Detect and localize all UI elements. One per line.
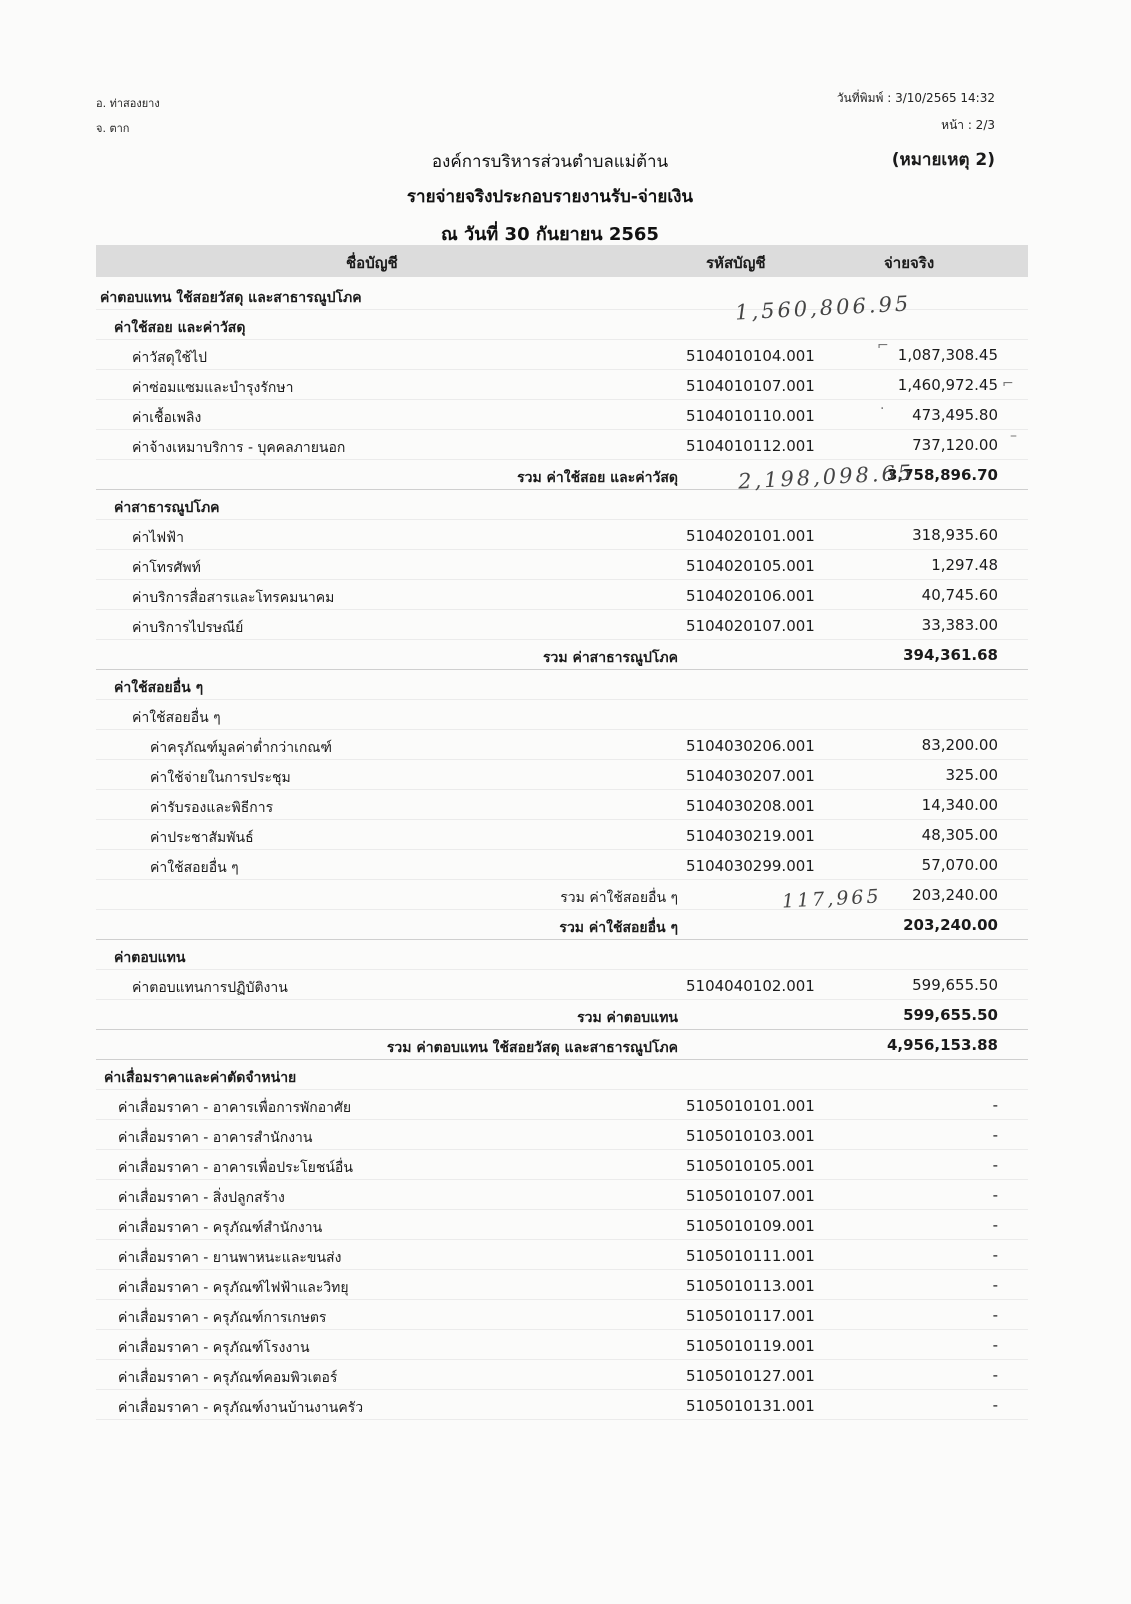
table-row: ค่าใช้สอยอื่น ๆ 5104030299.001 57,070.00: [96, 850, 1028, 880]
tick-mark-icon: –: [1010, 428, 1017, 444]
subsection-row: ค่าตอบแทน: [96, 940, 1028, 970]
table-header: [96, 245, 1028, 277]
table-row: ค่ารับรองและพิธีการ 5104030208.001 14,340.00: [96, 790, 1028, 820]
handwritten-note: 1,560,806.95: [734, 291, 912, 325]
table-row: ค่าเสื่อมราคา - อาคารเพื่อประโยชน์อื่น 5105010105.001 -: [96, 1150, 1028, 1180]
report-date: ณ วันที่ 30 กันยายน 2565: [441, 224, 659, 245]
table-body: [96, 280, 1028, 1420]
table-row: ค่าเสื่อมราคา - ครุภัณฑ์โรงงาน 5105010119.001 -: [96, 1330, 1028, 1360]
table-row: ค่าเชื้อเพลิง 5104010110.001 473,495.80: [96, 400, 1028, 430]
table-row: ค่าเสื่อมราคา - ครุภัณฑ์ไฟฟ้าและวิทยุ 5105010113.001 -: [96, 1270, 1028, 1300]
table-row: ค่าตอบแทนการปฏิบัติงาน 5104040102.001 599,655.50: [96, 970, 1028, 1000]
table-row: ค่าซ่อมแซมและบำรุงรักษา 5104010107.001 1,460,972.45: [96, 370, 1028, 400]
section-row: ค่าเสื่อมราคาและค่าตัดจำหน่าย: [96, 1060, 1028, 1090]
table-row: ค่าโทรศัพท์ 5104020105.001 1,297.48: [96, 550, 1028, 580]
check-mark-icon: ⌐: [877, 338, 889, 354]
table-row: ค่าเสื่อมราคา - ยานพาหนะและขนส่ง 5105010111.001 -: [96, 1240, 1028, 1270]
subtotal-row: รวม ค่าตอบแทน 599,655.50: [96, 1000, 1028, 1030]
handwritten-note: 117,965: [781, 885, 883, 913]
column-header-account-code: รหัสบัญชี: [706, 254, 766, 272]
table-row: ค่าครุภัณฑ์มูลค่าต่ำกว่าเกณฑ์ 5104030206.001 83,200.00: [96, 730, 1028, 760]
subsection-row: ค่าใช้สอยอื่น ๆ: [96, 670, 1028, 700]
print-date: วันที่พิมพ์ : 3/10/2565 14:32: [836, 91, 995, 105]
table-row: ค่าวัสดุใช้ไป 5104010104.001 1,087,308.45: [96, 340, 1028, 370]
subtotal-row: รวม ค่าใช้สอยอื่น ๆ 203,240.00: [96, 910, 1028, 940]
tick-mark-icon: ⌐: [1002, 376, 1014, 392]
column-header-actual-paid: จ่ายจริง: [884, 254, 935, 272]
group-row: ค่าใช้สอยอื่น ๆ: [96, 700, 1028, 730]
section-row: ค่าตอบแทน ใช้สอยวัสดุ และสาธารณูปโภค: [96, 280, 1028, 310]
table-row: ค่าจ้างเหมาบริการ - บุคคลภายนอก 5104010112.001 737,120.00: [96, 430, 1028, 460]
table-row: ค่าเสื่อมราคา - ครุภัณฑ์คอมพิวเตอร์ 5105010127.001 -: [96, 1360, 1028, 1390]
table-row: ค่าใช้จ่ายในการประชุม 5104030207.001 325.00: [96, 760, 1028, 790]
organization-name: องค์การบริหารส่วนตำบลแม่ต้าน: [431, 152, 669, 172]
note-label: (หมายเหตุ 2): [891, 150, 995, 170]
page-number: หน้า : 2/3: [941, 118, 995, 132]
table-row: ค่าเสื่อมราคา - ครุภัณฑ์สำนักงาน 5105010109.001 -: [96, 1210, 1028, 1240]
table-row: ค่าประชาสัมพันธ์ 5104030219.001 48,305.00: [96, 820, 1028, 850]
table-row: ค่าบริการสื่อสารและโทรคมนาคม 5104020106.001 40,745.60: [96, 580, 1028, 610]
group-subtotal-row: รวม ค่าใช้สอยอื่น ๆ 203,240.00: [96, 880, 1028, 910]
handwritten-note: 2,198,098.65: [737, 460, 915, 494]
subsection-row: ค่าสาธารณูปโภค: [96, 490, 1028, 520]
table-row: ค่าบริการไปรษณีย์ 5104020107.001 33,383.00: [96, 610, 1028, 640]
province-label: จ. ตาก: [96, 122, 130, 135]
table-row: ค่าเสื่อมราคา - ครุภัณฑ์การเกษตร 5105010117.001 -: [96, 1300, 1028, 1330]
table-row: ค่าเสื่อมราคา - อาคารเพื่อการพักอาศัย 5105010101.001 -: [96, 1090, 1028, 1120]
table-row: ค่าเสื่อมราคา - สิ่งปลูกสร้าง 5105010107.001 -: [96, 1180, 1028, 1210]
subtotal-row: รวม ค่าใช้สอย และค่าวัสดุ 3,758,896.70: [96, 460, 1028, 490]
subtotal-row: รวม ค่าสาธารณูปโภค 394,361.68: [96, 640, 1028, 670]
tick-mark-icon: ·: [880, 401, 885, 417]
district-label: อ. ท่าสองยาง: [96, 97, 160, 110]
subsection-row: ค่าใช้สอย และค่าวัสดุ: [96, 310, 1028, 340]
report-title: รายจ่ายจริงประกอบรายงานรับ-จ่ายเงิน: [406, 187, 694, 207]
table-row: ค่าเสื่อมราคา - อาคารสำนักงาน 5105010103.001 -: [96, 1120, 1028, 1150]
table-row: ค่าเสื่อมราคา - ครุภัณฑ์งานบ้านงานครัว 5105010131.001 -: [96, 1390, 1028, 1420]
table-row: ค่าไฟฟ้า 5104020101.001 318,935.60: [96, 520, 1028, 550]
section-total-row: รวม ค่าตอบแทน ใช้สอยวัสดุ และสาธารณูปโภค 4,956,153.88: [96, 1030, 1028, 1060]
column-header-account-name: ชื่อบัญชี: [346, 254, 398, 272]
